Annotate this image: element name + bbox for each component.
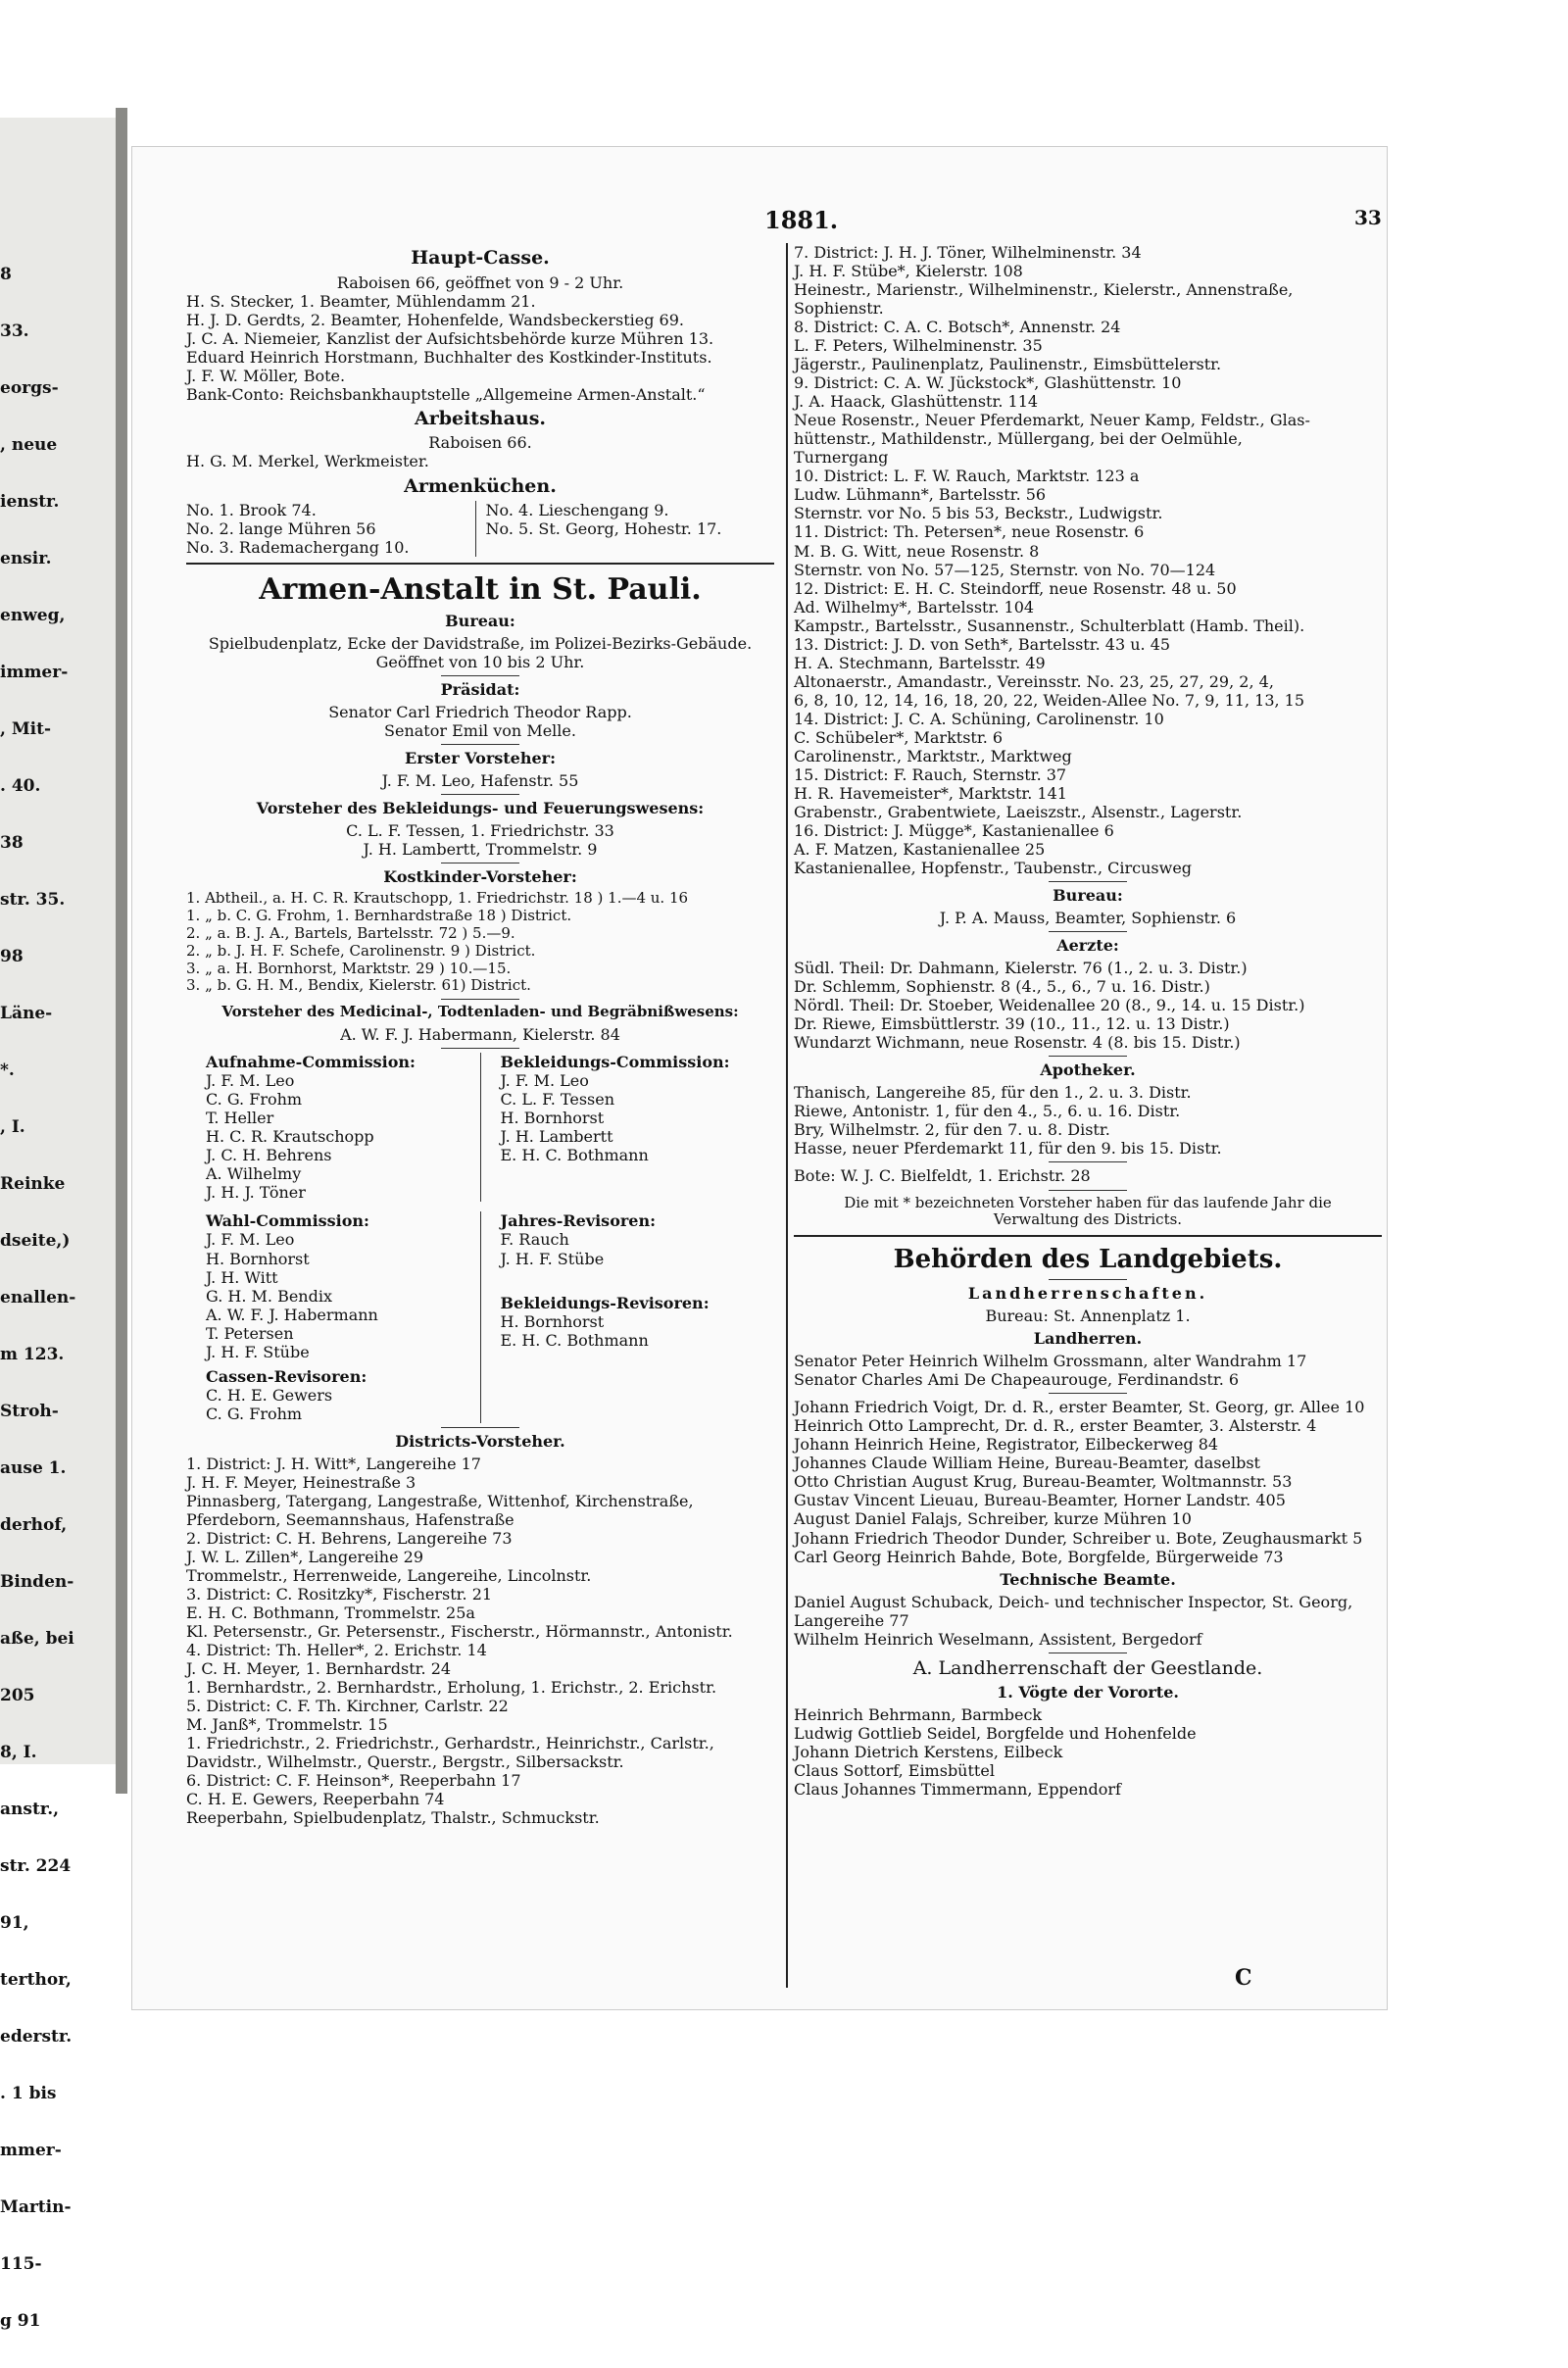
text-line: 15. District: F. Rauch, Sternstr. 37 [794, 765, 1067, 784]
text-line: Wilhelm Heinrich Weselmann, Assistent, Bergedorf [794, 1629, 1202, 1649]
text-line: M. B. G. Witt, neue Rosenstr. 8 [794, 541, 1040, 561]
text-line: J. C. H. Meyer, 1. Bernhardstr. 24 [186, 1659, 452, 1679]
text-line: J. F. M. Leo [500, 1071, 589, 1091]
wahl-lines [206, 1230, 480, 1360]
kostkinder-lines [186, 890, 774, 995]
text-line: No. 1. Brook 74. [186, 501, 317, 520]
aufnahme-heading: Aufnahme-Commission: [206, 1053, 416, 1072]
text-line: No. 2. lange Mühren 56 [186, 519, 376, 539]
geestlande-title: A. Landherrenschaft der Geestlande. [912, 1656, 1263, 1679]
margin-fragment: ederstr. [0, 2027, 73, 2047]
medicinal-line: A. W. F. J. Habermann, Kielerstr. 84 [340, 1025, 620, 1045]
technische-beamte-lines [794, 1593, 1382, 1649]
margin-fragment: enweg, [0, 606, 66, 625]
aerzte-heading: Aerzte: [1056, 936, 1119, 956]
technische-beamte-heading: Technische Beamte. [1000, 1569, 1176, 1589]
margin-fragment: 115- [0, 2254, 42, 2274]
aerzte-lines [794, 959, 1382, 1052]
text-line: 6, 8, 10, 12, 14, 16, 18, 20, 22, Weiden-Allee No. 7, 9, 11, 13, 15 [794, 690, 1305, 710]
margin-fragment: , neue [0, 435, 58, 455]
margin-fragment: , I. [0, 1117, 25, 1137]
landherren-heading: Landherren. [1033, 1329, 1143, 1349]
text-line: 14. District: J. C. A. Schüning, Carolinenstr. 10 [794, 709, 1164, 728]
text-line: Johann Friedrich Voigt, Dr. d. R., erster Beamter, St. Georg, gr. Allee 10 [794, 1398, 1365, 1417]
armenkuechen-left [186, 501, 476, 557]
districts-lines [186, 1455, 774, 1828]
margin-fragment: enallen- [0, 1288, 76, 1307]
apotheker-lines [794, 1083, 1382, 1158]
armenkuechen-heading: Armenküchen. [404, 474, 557, 497]
adjacent-page-margin [0, 118, 118, 2331]
bekleidungs-commission-heading: Bekleidungs-Commission: [500, 1053, 730, 1072]
text-line: Wundarzt Wichmann, neue Rosenstr. 4 (8. bis 15. Distr.) [794, 1033, 1241, 1053]
text-line: Riewe, Antonistr. 1, für den 4., 5., 6. u. 16. Distr. [794, 1102, 1181, 1121]
text-line: 1. Bernhardstr., 2. Bernhardstr., Erholung, 1. Erichstr., 2. Erichstr. [186, 1678, 717, 1698]
text-line: 13. District: J. D. von Seth*, Bartelsstr. 43 u. 45 [794, 634, 1171, 654]
margin-fragment: immer- [0, 663, 69, 682]
text-line: 7. District: J. H. J. Töner, Wilhelminenstr. 34 [794, 243, 1142, 262]
text-line: J. H. Lambertt [500, 1127, 613, 1147]
text-line: J. H. J. Töner [206, 1183, 306, 1203]
text-line: G. H. M. Bendix [206, 1286, 332, 1306]
page-number: 33 [1354, 206, 1382, 229]
text-line: Johann Heinrich Heine, Registrator, Eilbeckerweg 84 [794, 1435, 1219, 1455]
text-line: Senator Carl Friedrich Theodor Rapp. [328, 703, 632, 722]
margin-fragment: 8, I. [0, 1743, 37, 1762]
text-line: E. H. C. Bothmann [500, 1146, 649, 1165]
text-line: Bank-Conto: Reichsbankhauptstelle „Allgemeine Armen-Anstalt.“ [186, 384, 706, 404]
text-line: H. C. R. Krautschopp [206, 1127, 374, 1147]
text-line: Ludwig Gottlieb Seidel, Borgfelde und Hohenfelde [794, 1724, 1197, 1744]
st-pauli-title: Armen-Anstalt in St. Pauli. [259, 572, 702, 608]
text-line: 16. District: J. Mügge*, Kastanienallee 6 [794, 820, 1114, 840]
column-divider [786, 243, 788, 1988]
text-line: Spielbudenplatz, Ecke der Davidstraße, im Polizei-Bezirks-Gebäude. [208, 633, 753, 653]
text-line: Daniel August Schuback, Deich- und technischer Inspector, St. Georg, [794, 1592, 1353, 1611]
text-line: A. Wilhelmy [206, 1164, 302, 1184]
margin-fragment: Binden- [0, 1572, 74, 1592]
margin-fragment: eorgs- [0, 378, 59, 398]
text-line: No. 4. Lieschengang 9. [485, 501, 669, 520]
text-line: H. Bornhorst [500, 1109, 605, 1128]
text-line: Ludw. Lühmann*, Bartelsstr. 56 [794, 485, 1047, 505]
haupt-casse-heading: Haupt-Casse. [411, 247, 550, 269]
erster-vorsteher-heading: Erster Vorsteher: [405, 749, 556, 768]
text-line: Geöffnet von 10 bis 2 Uhr. [375, 652, 585, 671]
text-line: T. Heller [206, 1109, 274, 1128]
margin-fragment: ause 1. [0, 1458, 67, 1478]
text-line: Heinestr., Marienstr., Wilhelminenstr., Kielerstr., Annenstraße, [794, 280, 1294, 300]
text-line: 3. District: C. Rositzky*, Fischerstr. 21 [186, 1585, 493, 1604]
apotheker-heading: Apotheker. [1040, 1061, 1136, 1080]
text-line: H. R. Havemeister*, Marktstr. 141 [794, 783, 1067, 803]
text-line: J. C. A. Niemeier, Kanzlist der Aufsichtsbehörde kurze Mühren 13. [186, 328, 714, 348]
margin-fragment: 8 [0, 265, 12, 284]
districts-heading: Districts-Vorsteher. [395, 1431, 565, 1451]
margin-fragment: str. 35. [0, 890, 66, 910]
text-line: Bry, Wilhelmstr. 2, für den 7. u. 8. Distr. [794, 1120, 1110, 1140]
text-line: Davidstr., Wilhelmstr., Querstr., Bergstr., Silbersackstr. [186, 1752, 624, 1772]
margin-fragment: . 1 bis [0, 2084, 57, 2103]
text-line: H. Bornhorst [206, 1249, 310, 1268]
adjacent-page-text [0, 265, 116, 2368]
text-line: L. F. Peters, Wilhelminenstr. 35 [794, 336, 1043, 356]
bekleidung-lines [186, 821, 774, 859]
text-line: Sternstr. von No. 57—125, Sternstr. von No. 70—124 [794, 560, 1216, 579]
text-line: J. H. F. Meyer, Heinestraße 3 [186, 1472, 416, 1492]
text-line: Die mit * bezeichneten Vorsteher haben für das laufende Jahr die [844, 1193, 1332, 1211]
arbeitshaus-staff: H. G. M. Merkel, Werkmeister. [186, 452, 429, 471]
text-line: 2. „ b. J. H. F. Schefe, Carolinenstr. 9 ) District. [186, 941, 536, 960]
text-line: Dr. Schlemm, Sophienstr. 8 (4., 5., 6., 7 u. 16. Distr.) [794, 977, 1210, 997]
text-line: Nördl. Theil: Dr. Stoeber, Weidenallee 20 (8., 9., 14. u. 15 Distr.) [794, 996, 1305, 1015]
cassen-lines [206, 1386, 480, 1423]
margin-fragment: terthor, [0, 1970, 72, 1990]
landgebiet-title: Behörden des Landgebiets. [893, 1245, 1283, 1275]
text-line: 10. District: L. F. W. Rauch, Marktstr. 123 a [794, 467, 1140, 486]
margin-fragment: 91, [0, 1913, 29, 1933]
text-line: E. H. C. Bothmann, Trommelstr. 25a [186, 1603, 475, 1623]
bekleidungs-commission-lines [501, 1071, 775, 1164]
margin-fragment: ensir. [0, 549, 52, 568]
text-line: 1. „ b. C. G. Frohm, 1. Bernhardstraße 18 ) District. [186, 907, 572, 925]
text-line: 1. Abtheil., a. H. C. R. Krautschopp, 1. Friedrichstr. 18 ) 1.—4 u. 16 [186, 889, 689, 908]
text-line: 5. District: C. F. Th. Kirchner, Carlstr. 22 [186, 1697, 509, 1716]
cassen-heading: Cassen-Revisoren: [206, 1366, 368, 1386]
text-line: Heinrich Otto Lamprecht, Dr. d. R., erster Beamter, 3. Alsterstr. 4 [794, 1416, 1317, 1436]
praesidat-lines [186, 703, 774, 740]
text-line: Sophienstr. [794, 299, 884, 319]
jahres-heading: Jahres-Revisoren: [500, 1211, 657, 1231]
text-line: J. H. F. Stübe [206, 1342, 310, 1361]
kostkinder-heading: Kostkinder-Vorsteher: [383, 867, 577, 887]
text-line: Dr. Riewe, Eimsbüttlerstr. 39 (10., 11., 12. u. 13 Distr.) [794, 1014, 1230, 1034]
text-line: J. F. W. Möller, Bote. [186, 366, 346, 385]
bekleidung-heading: Vorsteher des Bekleidungs- und Feuerungswesens: [256, 799, 705, 818]
text-line: 1. Friedrichstr., 2. Friedrichstr., Gerhardstr., Heinrichstr., Carlstr., [186, 1734, 714, 1753]
text-line: M. Janß*, Trommelstr. 15 [186, 1715, 388, 1735]
text-line: T. Petersen [206, 1323, 294, 1343]
text-line: Carl Georg Heinrich Bahde, Bote, Borgfelde, Bürgerweide 73 [794, 1547, 1284, 1566]
text-line: Claus Sottorf, Eimsbüttel [794, 1761, 995, 1781]
margin-fragment: m 123. [0, 1345, 65, 1364]
text-line: 2. District: C. H. Behrens, Langereihe 73 [186, 1528, 513, 1548]
text-line: Johann Dietrich Kerstens, Eilbeck [794, 1743, 1063, 1762]
text-line: No. 5. St. Georg, Hohestr. 17. [485, 519, 722, 539]
text-line: Claus Johannes Timmermann, Eppendorf [794, 1780, 1121, 1800]
margin-fragment: str. 224 [0, 1856, 72, 1876]
margin-fragment: Martin- [0, 2197, 72, 2217]
margin-fragment: 98 [0, 947, 24, 966]
beamte-lines [794, 1398, 1382, 1565]
commissions-row-2 [186, 1211, 774, 1422]
text-line: 2. „ a. B. J. A., Bartels, Bartelsstr. 72 ) 5.—9. [186, 923, 515, 942]
text-line: A. F. Matzen, Kastanienallee 25 [794, 840, 1046, 859]
text-line: J. H. Lambertt, Trommelstr. 9 [363, 840, 598, 860]
haupt-casse-list [186, 292, 774, 404]
pauli-bureau-lines [186, 634, 774, 671]
voegte-lines [794, 1705, 1382, 1799]
text-line: A. W. F. J. Habermann [206, 1305, 378, 1324]
text-line: Trommelstr., Herrenweide, Langereihe, Lincolnstr. [186, 1566, 592, 1586]
margin-fragment: mmer- [0, 2141, 62, 2160]
page-binding-edge [116, 108, 127, 1794]
text-line: Johannes Claude William Heine, Bureau-Beamter, daselbst [794, 1454, 1260, 1473]
text-line: Senator Emil von Melle. [384, 721, 576, 741]
text-line: J. W. L. Zillen*, Langereihe 29 [186, 1547, 424, 1566]
text-line: Pferdeborn, Seemannshaus, Hafenstraße [186, 1509, 514, 1529]
text-line: Thanisch, Langereihe 85, für den 1., 2. u. 3. Distr. [794, 1083, 1192, 1103]
wahl-heading: Wahl-Commission: [206, 1211, 369, 1231]
bureau-line: J. P. A. Mauss, Beamter, Sophienstr. 6 [939, 909, 1237, 928]
text-line: 6. District: C. F. Heinson*, Reeperbahn 17 [186, 1771, 521, 1791]
text-line: J. F. M. Leo [206, 1230, 295, 1250]
bureau-heading: Bureau: [1053, 886, 1123, 906]
districts-continued [794, 243, 1382, 877]
footnote-lines [794, 1195, 1382, 1230]
text-line: Johann Friedrich Theodor Dunder, Schreiber u. Bote, Zeughausmarkt 5 [794, 1528, 1363, 1548]
text-line: Otto Christian August Krug, Bureau-Beamter, Woltmannstr. 53 [794, 1472, 1293, 1492]
text-line: C. H. E. Gewers, Reeperbahn 74 [186, 1790, 445, 1809]
text-line: Kl. Petersenstr., Gr. Petersenstr., Fischerstr., Hörmannstr., Antonistr. [186, 1622, 733, 1642]
text-line: Reeperbahn, Spielbudenplatz, Thalstr., Schmuckstr. [186, 1808, 600, 1828]
bekleidungs-revisoren-heading: Bekleidungs-Revisoren: [500, 1293, 710, 1312]
text-line: J. A. Haack, Glashüttenstr. 114 [794, 392, 1039, 412]
pauli-bureau-heading: Bureau: [445, 611, 515, 630]
commissions-row-1 [186, 1053, 774, 1202]
margin-fragment: aße, bei [0, 1629, 74, 1649]
text-line: C. L. F. Tessen, 1. Friedrichstr. 33 [346, 821, 614, 841]
armenkuechen-right [476, 501, 775, 557]
landherren-lines [794, 1352, 1382, 1389]
margin-fragment: , Mit- [0, 719, 52, 739]
text-line: Neue Rosenstr., Neuer Pferdemarkt, Neuer Kamp, Feldstr., Glas- [794, 411, 1310, 430]
text-line: F. Rauch [500, 1230, 569, 1250]
text-line: Eduard Heinrich Horstmann, Buchhalter des Kostkinder-Instituts. [186, 347, 712, 367]
bote-line: Bote: W. J. C. Bielfeldt, 1. Erichstr. 28 [794, 1166, 1091, 1186]
margin-fragment: derhof, [0, 1515, 68, 1535]
text-line: hüttenstr., Mathildenstr., Müllergang, bei der Oelmühle, [794, 429, 1243, 449]
text-line: Jägerstr., Paulinenplatz, Paulinenstr., Eimsbüttelerstr. [794, 355, 1222, 374]
text-line: H. A. Stechmann, Bartelsstr. 49 [794, 653, 1046, 672]
text-line: Turnergang [794, 448, 889, 468]
aufnahme-lines [206, 1071, 480, 1202]
text-line: J. H. F. Stübe [500, 1249, 605, 1268]
arbeitshaus-address: Raboisen 66. [428, 433, 532, 453]
margin-fragment: . 40. [0, 776, 41, 796]
text-line: Südl. Theil: Dr. Dahmann, Kielerstr. 76 (1., 2. u. 3. Distr.) [794, 959, 1248, 978]
text-line: Senator Charles Ami De Chapeaurouge, Ferdinandstr. 6 [794, 1370, 1240, 1390]
margin-fragment: Läne- [0, 1004, 53, 1023]
text-line: 11. District: Th. Petersen*, neue Rosenstr. 6 [794, 522, 1145, 542]
margin-fragment: Reinke [0, 1174, 66, 1194]
voegte-heading: 1. Vögte der Vororte. [997, 1683, 1179, 1702]
bekleidungs-revisoren-lines [501, 1312, 775, 1350]
text-line: Kastanienallee, Hopfenstr., Taubenstr., Circusweg [794, 859, 1193, 878]
arbeitshaus-heading: Arbeitshaus. [414, 407, 547, 429]
left-column [186, 243, 774, 1827]
text-line: C. Schübeler*, Marktstr. 6 [794, 727, 1004, 747]
text-line: 9. District: C. A. W. Jückstock*, Glashüttenstr. 10 [794, 373, 1182, 393]
text-line: Senator Peter Heinrich Wilhelm Grossmann, alter Wandrahm 17 [794, 1352, 1307, 1371]
landherrenschaften-heading: Landherrenschaften. [967, 1284, 1208, 1304]
erster-vorsteher: J. F. M. Leo, Hafenstr. 55 [381, 771, 579, 791]
text-line: 4. District: Th. Heller*, 2. Erichstr. 14 [186, 1641, 487, 1660]
text-line: Hasse, neuer Pferdemarkt 11, für den 9. bis 15. Distr. [794, 1139, 1222, 1159]
text-line: H. Bornhorst [500, 1311, 605, 1331]
right-column [794, 243, 1382, 1799]
text-line: Altonaerstr., Amandastr., Vereinsstr. No. 23, 25, 27, 29, 2, 4, [794, 671, 1274, 691]
text-line: 12. District: E. H. C. Steindorff, neue Rosenstr. 48 u. 50 [794, 578, 1237, 598]
margin-fragment: dseite,) [0, 1231, 71, 1251]
page-year: 1881. [764, 206, 839, 234]
text-line: Sternstr. vor No. 5 bis 53, Beckstr., Ludwigstr. [794, 504, 1163, 523]
text-line: C. G. Frohm [206, 1404, 303, 1423]
text-line: E. H. C. Bothmann [500, 1330, 649, 1350]
text-line: H. S. Stecker, 1. Beamter, Mühlendamm 21. [186, 291, 536, 311]
armenkuechen-table [186, 501, 774, 557]
text-line: Ad. Wilhelmy*, Bartelsstr. 104 [794, 597, 1035, 617]
text-line: August Daniel Falajs, Schreiber, kurze Mühren 10 [794, 1509, 1192, 1529]
text-line: Heinrich Behrmann, Barmbeck [794, 1705, 1043, 1725]
text-line: Grabenstr., Grabentwiete, Laeiszstr., Alsenstr., Lagerstr. [794, 802, 1243, 821]
medicinal-heading: Vorsteher des Medicinal-, Todtenladen- und Begräbnißwesens: [221, 1003, 739, 1021]
text-line: C. H. E. Gewers [206, 1385, 333, 1405]
jahres-lines [501, 1230, 775, 1267]
margin-fragment: ienstr. [0, 492, 60, 512]
margin-fragment: anstr., [0, 1800, 60, 1819]
text-line: C. G. Frohm [206, 1090, 303, 1110]
text-line: Kampstr., Bartelsstr., Susannenstr., Schulterblatt (Hamb. Theil). [794, 616, 1305, 635]
text-line: J. H. Witt [206, 1267, 278, 1287]
text-line: 3. „ b. G. H. M., Bendix, Kielerstr. 61) District. [186, 976, 531, 995]
margin-fragment: Stroh- [0, 1402, 59, 1421]
text-line: 3. „ a. H. Bornhorst, Marktstr. 29 ) 10.—15. [186, 959, 512, 977]
text-line: 1. District: J. H. Witt*, Langereihe 17 [186, 1454, 481, 1473]
signature-mark: C [1235, 1965, 1252, 1991]
text-line: J. C. H. Behrens [206, 1146, 332, 1165]
margin-fragment: *. [0, 1061, 15, 1080]
text-line: Langereihe 77 [794, 1610, 909, 1630]
text-line: Gustav Vincent Lieuau, Bureau-Beamter, Horner Landstr. 405 [794, 1491, 1286, 1510]
margin-fragment: 33. [0, 321, 29, 341]
margin-fragment: 205 [0, 1686, 35, 1705]
text-line: Verwaltung des Districts. [993, 1210, 1183, 1229]
text-line: Carolinenstr., Marktstr., Marktweg [794, 746, 1072, 765]
text-line: 8. District: C. A. C. Botsch*, Annenstr. 24 [794, 318, 1121, 337]
text-line: Pinnasberg, Tatergang, Langestraße, Wittenhof, Kirchenstraße, [186, 1491, 694, 1510]
text-line: H. J. D. Gerdts, 2. Beamter, Hohenfelde, Wandsbeckerstieg 69. [186, 310, 684, 329]
margin-fragment: g 91 [0, 2311, 41, 2331]
text-line: J. F. M. Leo [206, 1071, 295, 1091]
text-line: No. 3. Rademachergang 10. [186, 538, 410, 558]
haupt-casse-address: Raboisen 66, geöffnet von 9 - 2 Uhr. [336, 272, 624, 292]
praesidat-heading: Präsidat: [440, 679, 520, 699]
text-line: C. L. F. Tessen [500, 1090, 615, 1110]
landherrenschaften-bureau: Bureau: St. Annenplatz 1. [985, 1307, 1191, 1326]
text-line: J. H. F. Stübe*, Kielerstr. 108 [794, 262, 1023, 281]
margin-fragment: 38 [0, 833, 24, 853]
